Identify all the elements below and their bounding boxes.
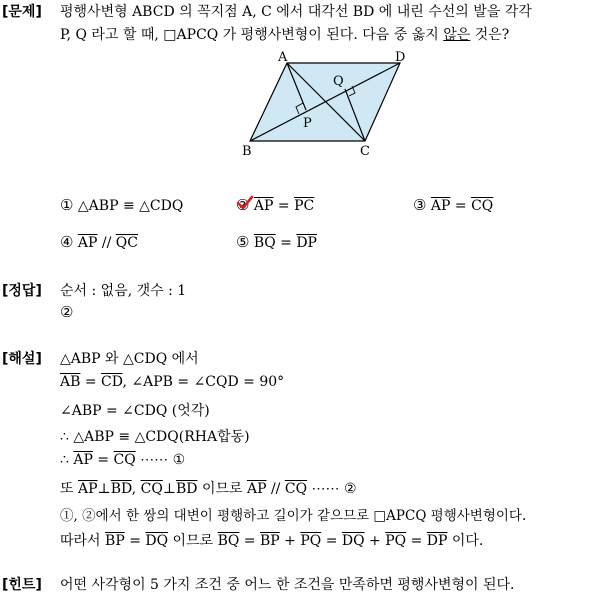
hint-text: 어떤 사각형이 5 가지 조건 중 어느 한 조건을 만족하면 평행사변형이 된다. <box>60 577 515 593</box>
solution-line-1: △ABP 와 △CDQ 에서 <box>60 351 199 367</box>
choice-1[interactable]: ① △ABP ≡ △CDQ <box>60 196 184 214</box>
hint-label: [힌트] <box>2 577 42 593</box>
answer-line-2: ② <box>60 303 74 321</box>
parallelogram-figure <box>238 48 418 160</box>
underlined-not: 않은 <box>443 27 471 43</box>
solution-line-4: ∴ △ABP ≡ △CDQ(RHA합동) <box>60 429 250 445</box>
solution-line-3: ∠ABP = ∠CDQ (엇각) <box>60 403 210 419</box>
problem-label: [문제] <box>2 4 42 20</box>
choice-5[interactable]: ⑤ $\overline{BQ} = \overline{DP}$ <box>236 233 317 251</box>
problem-line-2: P, Q 라고 할 때, □APCQ 가 평행사변형이 된다. 다음 중 옳지 않은 것은? <box>60 27 510 43</box>
choice-3[interactable]: ③ $\overline{AP} = \overline{CQ}$ <box>413 196 494 214</box>
answer-label: [정답] <box>2 283 42 299</box>
vertex-label-a: A <box>278 50 288 65</box>
choice-2[interactable]: ② $\overline{AP} = \overline{PC}$ <box>236 196 315 214</box>
solution-line-8: 따라서 $\overline{BP} = \overline{DQ}$ 이므로 $\overline{BQ} = \overline{BP} + \overline{PQ} = \overline{DQ} + \overline{PQ} = \overline{DP}$ 이다. <box>60 533 484 549</box>
problem-line-1: 평행사변형 ABCD 의 꼭지점 A, C 에서 대각선 BD 에 내린 수선의 발을 각각 <box>60 4 532 20</box>
solution-line-2: $\overline{AB} = \overline{CD}$, ∠APB = ∠CQD = 90° <box>60 374 285 390</box>
solution-line-5: ∴ $\overline{AP} = \overline{CQ}$ ⋯⋯ ① <box>60 452 186 468</box>
vertex-label-c: C <box>360 144 370 159</box>
check-mark-icon <box>236 195 254 211</box>
vertex-label-b: B <box>242 144 252 159</box>
choice-4[interactable]: ④ $\overline{AP} // \overline{QC}$ <box>60 233 138 251</box>
solution-label: [해설] <box>2 351 42 367</box>
solution-line-7: ①, ②에서 한 쌍의 대변이 평행하고 길이가 같으므로 □APCQ 평행사변형이다. <box>60 508 527 524</box>
vertex-label-d: D <box>395 50 406 65</box>
answer-line-1: 순서 : 없음, 갯수 : 1 <box>60 283 187 299</box>
point-label-p: P <box>303 116 312 131</box>
point-label-q: Q <box>333 74 344 89</box>
solution-line-6: 또 $\overline{AP}\perp\overline{BD}$, $\overline{CQ}\perp\overline{BD}$ 이므로 $\overline{AP} // \overline{CQ}$ ⋯⋯ ② <box>60 481 357 497</box>
